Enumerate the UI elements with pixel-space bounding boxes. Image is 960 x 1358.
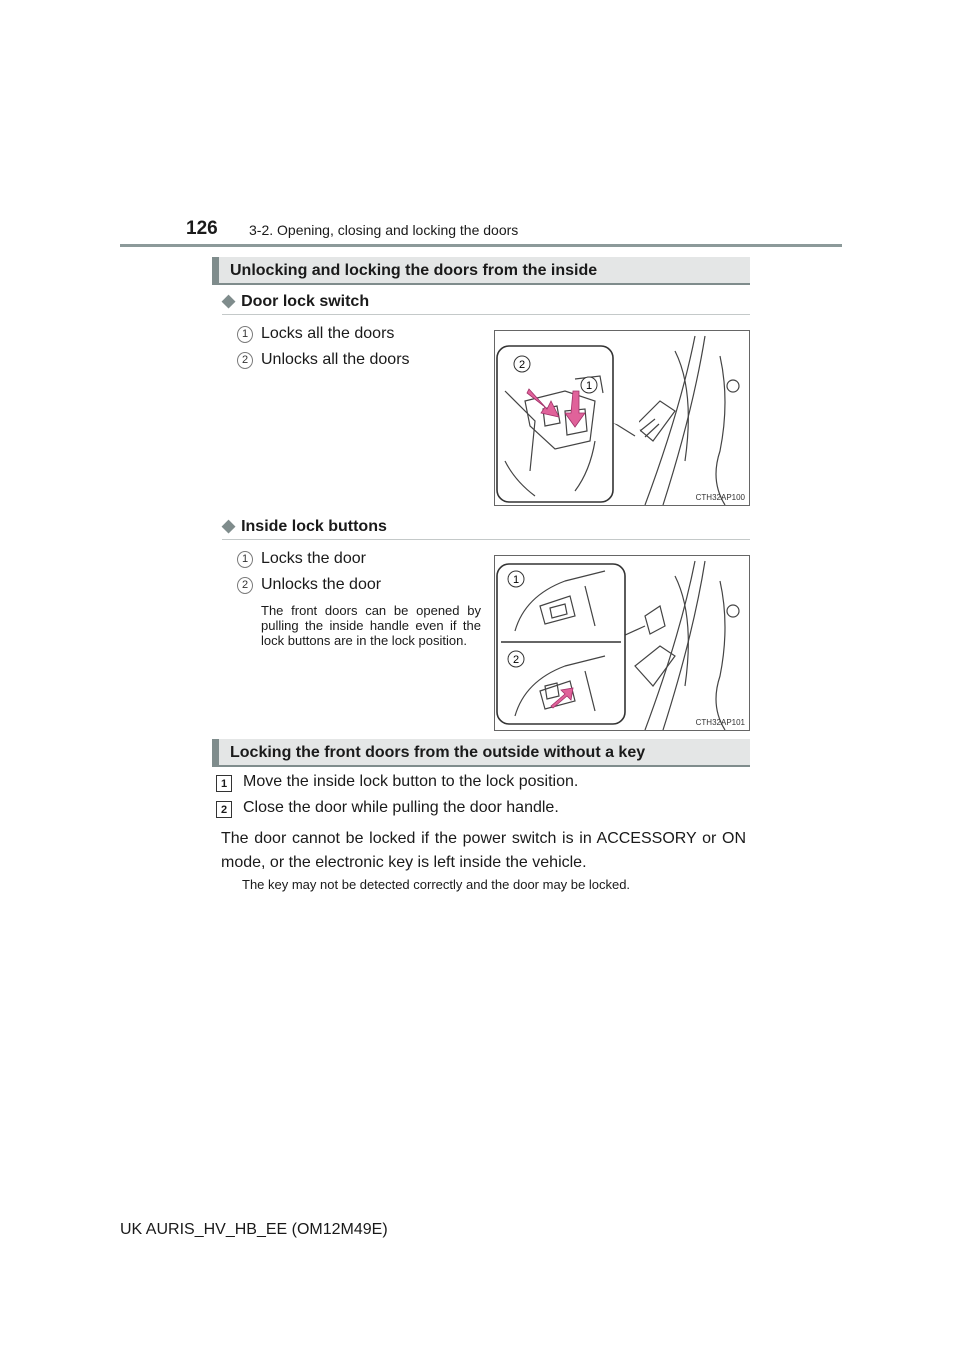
figure-callout-label: 2 <box>518 359 526 371</box>
step-number: 2 <box>216 801 232 818</box>
list-item: Unlocks the door <box>261 576 382 593</box>
door-lock-switch-figure <box>494 330 750 506</box>
list-item: Unlocks all the doors <box>261 351 410 368</box>
step-text: Close the door while pulling the door handle. <box>243 799 559 816</box>
lock-condition-paragraph: The door cannot be locked if the power switch is in ACCESSORY or ON mode, or the electronic key is left inside the vehicle. <box>221 830 746 871</box>
inside-lock-buttons-illustration <box>495 556 749 730</box>
key-detection-note: The key may not be detected correctly and the door may be locked. <box>242 877 631 892</box>
figure-callout-label: 1 <box>512 574 520 586</box>
step-text: Move the inside lock button to the lock position. <box>243 773 579 790</box>
callout-number: 2 <box>237 352 253 369</box>
subsection-heading: Door lock switch <box>241 293 370 310</box>
callout-number: 2 <box>237 577 253 594</box>
model-footer: UK AURIS_HV_HB_EE (OM12M49E) <box>120 1221 388 1238</box>
diamond-bullet-icon: ◆ <box>222 291 236 310</box>
callout-number: 1 <box>237 326 253 343</box>
chapter-title: 3-2. Opening, closing and locking the doors <box>249 222 519 238</box>
figure-callout-label: 1 <box>585 380 593 392</box>
page-number: 126 <box>186 218 218 239</box>
subsection-door-lock-switch <box>222 291 369 311</box>
header-divider <box>120 244 842 247</box>
list-item: Locks all the doors <box>261 325 395 342</box>
subsection-divider <box>222 314 750 315</box>
subsection-heading: Inside lock buttons <box>241 518 387 535</box>
section-title: Locking the front doors from the outside without a key <box>230 744 646 761</box>
diamond-bullet-icon: ◆ <box>222 516 236 535</box>
subsection-divider <box>222 539 750 540</box>
step-number: 1 <box>216 775 232 792</box>
subsection-inside-lock-buttons <box>222 516 387 536</box>
inside-handle-note: The front doors can be opened by pulling the inside handle even if the lock buttons are in the lock position. <box>261 603 481 648</box>
callout-number: 1 <box>237 551 253 568</box>
figure-callout-label: 2 <box>512 654 520 666</box>
figure-code: CTH32AP101 <box>695 718 745 727</box>
section-bar-outside <box>212 739 750 767</box>
section-title: Unlocking and locking the doors from the inside <box>230 262 598 279</box>
figure-code: CTH32AP100 <box>695 493 745 502</box>
inside-lock-buttons-figure <box>494 555 750 731</box>
section-bar-inside <box>212 257 750 285</box>
door-lock-switch-illustration <box>495 331 749 505</box>
list-item: Locks the door <box>261 550 366 567</box>
